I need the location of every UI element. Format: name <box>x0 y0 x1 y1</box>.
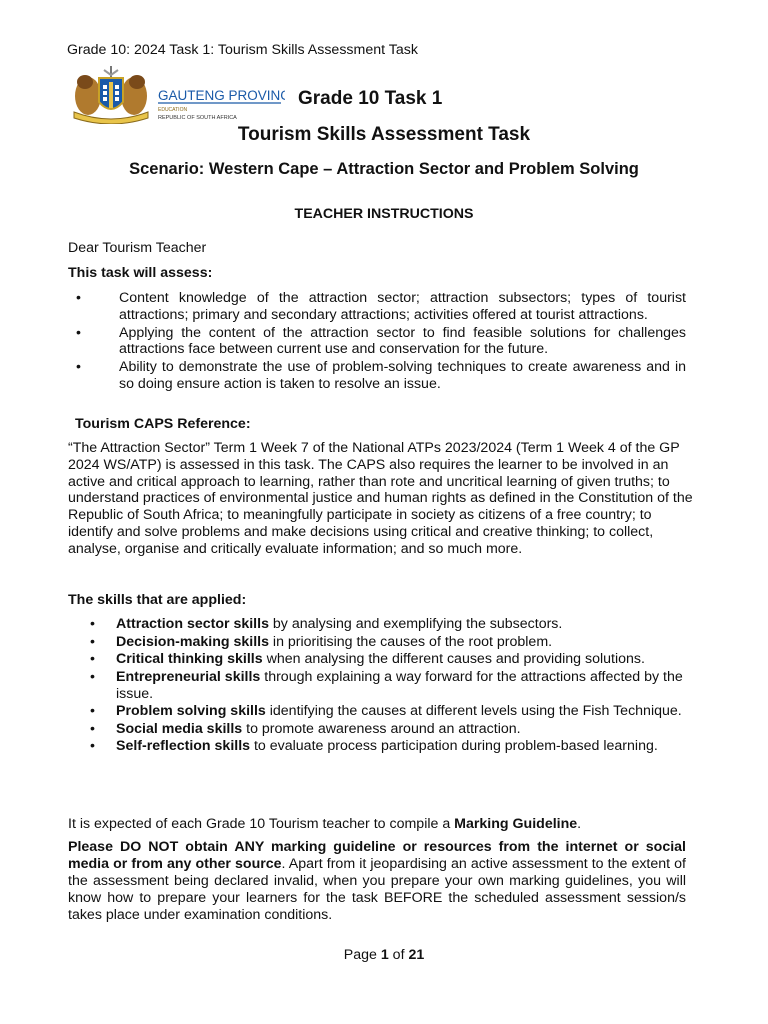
list-item: • Content knowledge of the attraction sector; attraction subsectors; types of tourist attractions; primary and secondary attractions; activities offered at tourist attractions. <box>68 290 686 324</box>
skill-name: Problem solving skills <box>116 703 266 719</box>
total-pages: 21 <box>408 947 425 963</box>
list-item: • Problem solving skills identifying the causes at different levels using the Fish Technique. <box>88 703 688 720</box>
skill-name: Critical thinking skills <box>116 651 263 667</box>
list-item: • Critical thinking skills when analysing the different causes and providing solutions. <box>88 651 688 668</box>
skill-name: Decision-making skills <box>116 633 269 650</box>
skill-name: Social media skills <box>116 720 243 737</box>
running-header: Grade 10: 2024 Task 1: Tourism Skills Assessment Task <box>67 42 418 58</box>
svg-text:EDUCATION: EDUCATION <box>158 107 188 113</box>
org-name: GAUTENG PROVINCE <box>158 88 285 103</box>
assess-heading: This task will assess: <box>68 265 213 281</box>
svg-text:REPUBLIC OF SOUTH AFRICA: REPUBLIC OF SOUTH AFRICA <box>158 115 237 121</box>
list-item: • Decision-making skills in prioritising the causes of the root problem. <box>88 634 688 651</box>
skill-name: Entrepreneurial skills <box>116 668 261 685</box>
list-item: • Self-reflection skills to evaluate process participation during problem-based learning. <box>88 738 688 755</box>
grade-task-title: Grade 10 Task 1 <box>298 88 443 109</box>
skills-heading: The skills that are applied: <box>68 592 247 608</box>
list-item: • Applying the content of the attraction sector to find feasible solutions for challenges attractions face between current use and conservation for the future. <box>68 325 686 359</box>
page-footer: Page 1 of 21 <box>343 947 425 963</box>
list-item: • Ability to demonstrate the use of problem-solving techniques to create awareness and in so doing ensure action is taken to resolve an issue. <box>68 359 686 393</box>
section-heading: TEACHER INSTRUCTIONS <box>294 206 474 222</box>
greeting: Dear Tourism Teacher <box>68 240 207 256</box>
coat-of-arms-icon <box>70 66 285 124</box>
skill-name: Attraction sector skills <box>116 616 269 632</box>
list-item: • Social media skills to promote awareness around an attraction. <box>88 721 688 738</box>
list-item: • Attraction sector skills by analysing and exemplifying the subsectors. <box>88 616 688 633</box>
warning-paragraph: Please DO NOT obtain ANY marking guideline or resources from the internet or social media or from any other source. Apart from it jeopardising an active assessment to the extent of the assessment being declared invalid, when you prepare your own marking guidelines, you will know how to prepare your learners for the task BEFORE the scheduled assessment session/s takes place under examination conditions. <box>68 839 686 923</box>
skill-name: Self-reflection skills <box>116 738 251 754</box>
list-item: • Entrepreneurial skills through explaining a way forward for the attractions affected by the issue. <box>88 669 688 703</box>
skills-list <box>88 616 688 756</box>
main-title: Tourism Skills Assessment Task <box>237 124 531 145</box>
assess-list <box>68 290 686 394</box>
caps-heading: Tourism CAPS Reference: <box>75 416 251 432</box>
gauteng-logo <box>70 66 285 124</box>
scenario-title: Scenario: Western Cape – Attraction Sector and Problem Solving <box>129 160 639 178</box>
caps-paragraph: “The Attraction Sector” Term 1 Week 7 of the National ATPs 2023/2024 (Term 1 Week 4 of the GP 2024 WS/ATP) is assessed in this task. The CAPS also requires the learner to be involved in an active and critical approach to learning, rather than rote and uncritical learning of given truths; to understand practices of environmental justice and human rights as defined in the Constitution of the Republic of South Africa; to meaningfully participate in society as citizens of a free country; to identify and solve problems and make decisions using critical and creative thinking; to collect, analyse, organise and critically evaluate information; and so much more. <box>68 440 693 557</box>
marking-guideline-note: It is expected of each Grade 10 Tourism teacher to compile a Marking Guideline. <box>68 816 582 832</box>
current-page: 1 <box>380 947 389 963</box>
